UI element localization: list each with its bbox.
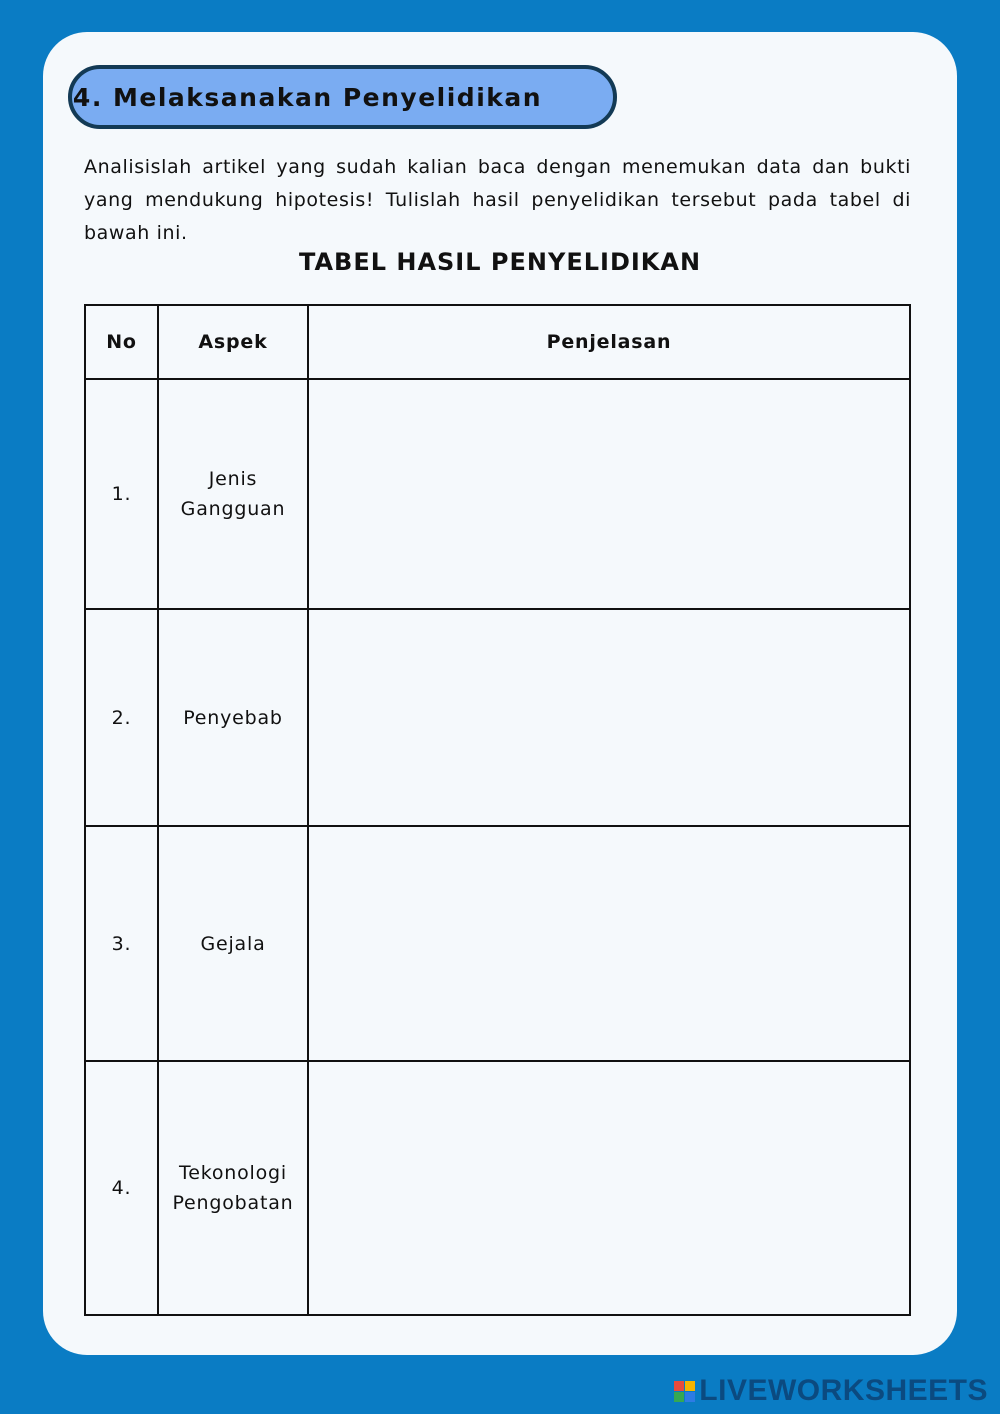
header-no: No bbox=[85, 305, 158, 379]
row-number: 4. bbox=[85, 1061, 158, 1315]
header-aspek: Aspek bbox=[158, 305, 308, 379]
row-aspek bbox=[158, 1061, 308, 1315]
table-row bbox=[85, 609, 910, 826]
table-row bbox=[85, 826, 910, 1061]
liveworksheets-logo bbox=[674, 1374, 988, 1408]
section-title: 4. Melaksanakan Penyelidikan bbox=[72, 82, 543, 112]
table-row bbox=[85, 1061, 910, 1315]
row-aspek-line: Tekonologi bbox=[179, 1162, 287, 1184]
row-aspek-line: Gejala bbox=[200, 932, 266, 955]
header-penjelasan: Penjelasan bbox=[308, 305, 910, 379]
answer-field-penyebab[interactable] bbox=[308, 609, 910, 826]
row-aspek bbox=[158, 609, 308, 826]
table-row bbox=[85, 379, 910, 609]
row-aspek bbox=[158, 826, 308, 1061]
instructions-text: Analisislah artikel yang sudah kalian baca dengan menemukan data dan bukti yang mendukung hipotesis! Tulislah hasil penyelidikan tersebut pada tabel di bawah ini. bbox=[84, 156, 911, 244]
row-aspek bbox=[158, 379, 308, 609]
logo-icon bbox=[674, 1381, 695, 1402]
answer-field-jenis-gangguan[interactable] bbox=[308, 379, 910, 609]
row-number: 3. bbox=[85, 826, 158, 1061]
answer-field-gejala[interactable] bbox=[308, 826, 910, 1061]
row-aspek-line: Penyebab bbox=[183, 706, 283, 729]
table-title: TABEL HASIL PENYELIDIKAN bbox=[298, 248, 702, 276]
table-header-row bbox=[85, 305, 910, 379]
row-aspek-line: Gangguan bbox=[180, 498, 286, 520]
row-number: 1. bbox=[85, 379, 158, 609]
answer-field-teknologi-pengobatan[interactable] bbox=[308, 1061, 910, 1315]
results-table bbox=[84, 304, 911, 1316]
row-aspek-line: Jenis bbox=[208, 468, 258, 490]
row-aspek-line: Pengobatan bbox=[172, 1192, 294, 1214]
logo-wordmark: LIVEWORKSHEETS bbox=[699, 1374, 988, 1407]
row-number: 2. bbox=[85, 609, 158, 826]
section-heading-pill bbox=[68, 65, 617, 129]
